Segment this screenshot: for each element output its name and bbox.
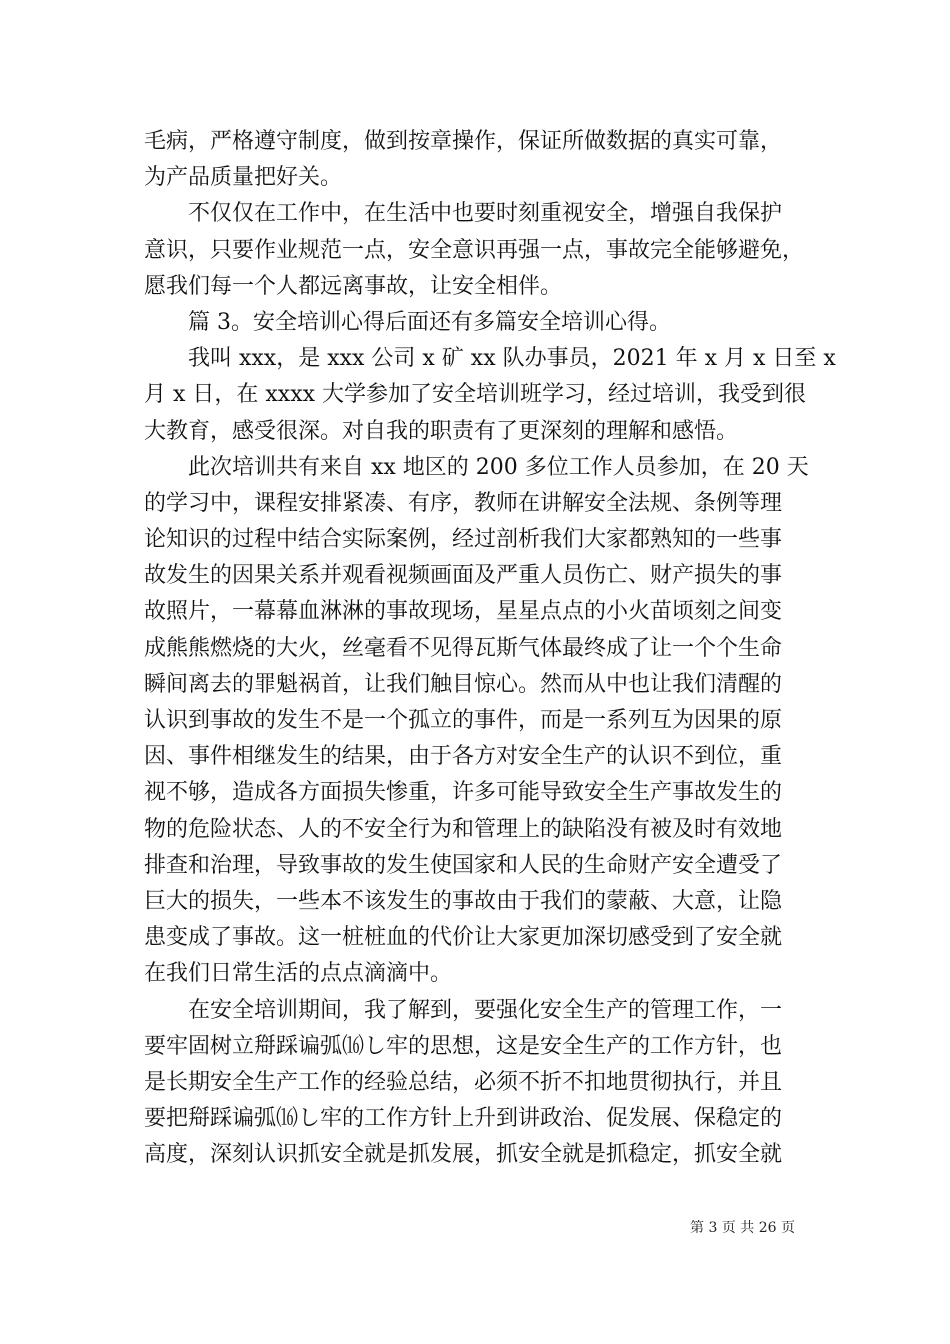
text-line: 大教育，感受很深。对自我的职责有了更深刻的理解和感悟。 <box>144 418 739 444</box>
text-line: 在我们日常生活的点点滴滴中。 <box>144 961 453 987</box>
text-line: 要把搿踩谝弧⒃し牢的工作方针上升到讲政治、促发展、保稳定的 <box>144 1106 783 1132</box>
text-line: 排查和治理，导致事故的发生使国家和人民的生命财产安全遭受了 <box>144 852 783 878</box>
text-line: 故照片，一幕幕血淋淋的事故现场，星星点点的小火苗顷刻之间变 <box>144 599 783 625</box>
text-line: 视不够，造成各方面损失惨重，许多可能导致安全生产事故发生的 <box>144 780 783 806</box>
text-line: 物的危险状态、人的不安全行为和管理上的缺陷没有被及时有效地 <box>144 816 783 842</box>
text-line: 我叫 xxx，是 xxx 公司 x 矿 xx 队办事员，2021 年 x 月 x 日至 x <box>188 346 836 372</box>
text-line: 不仅仅在工作中，在生活中也要时刻重视安全，增强自我保护 <box>188 201 783 227</box>
text-line: 毛病，严格遵守制度，做到按章操作，保证所做数据的真实可靠， <box>144 129 783 154</box>
text-line: 高度，深刻认识抓安全就是抓发展，抓安全就是抓稳定，抓安全就 <box>144 1142 783 1168</box>
text-line: 此次培训共有来自 xx 地区的 200 多位工作人员参加，在 20 天 <box>188 454 809 480</box>
text-line: 要牢固树立搿踩谝弧⒃し牢的思想，这是安全生产的工作方针，也 <box>144 1033 783 1059</box>
text-line: 患变成了事故。这一桩桩血的代价让大家更加深切感受到了安全就 <box>144 925 783 951</box>
text-line: 篇 3。安全培训心得后面还有多篇安全培训心得。 <box>188 309 671 335</box>
text-line: 的学习中，课程安排紧凑、有序，教师在讲解安全法规、条例等理 <box>144 490 783 516</box>
text-line: 是长期安全生产工作的经验总结，必须不折不扣地贯彻执行，并且 <box>144 1069 783 1095</box>
text-line: 认识到事故的发生不是一个孤立的事件，而是一系列互为因果的原 <box>144 708 783 733</box>
text-line: 因、事件相继发生的结果，由于各方对安全生产的认识不到位，重 <box>144 744 783 770</box>
text-line: 在安全培训期间，我了解到，要强化安全生产的管理工作，一 <box>188 997 783 1023</box>
text-line: 意识，只要作业规范一点，安全意识再强一点，事故完全能够避免， <box>144 237 805 263</box>
page-footer: 第 3 页 共 26 页 <box>690 1220 795 1236</box>
text-line: 愿我们每一个人都远离事故，让安全相伴。 <box>144 273 563 299</box>
text-line: 故发生的因果关系并观看视频画面及严重人员伤亡、财产损失的事 <box>144 563 783 589</box>
text-line: 月 x 日，在 xxxx 大学参加了安全培训班学习，经过培训，我受到很 <box>144 382 807 408</box>
text-line: 为产品质量把好关。 <box>144 165 343 191</box>
text-line: 成熊熊燃烧的大火，丝毫看不见得瓦斯气体最终成了让一个个生命 <box>144 635 783 661</box>
body-text <box>144 124 836 1173</box>
text-line: 瞬间离去的罪魁祸首，让我们触目惊心。然而从中也让我们清醒的 <box>144 671 783 697</box>
text-line: 论知识的过程中结合实际案例，经过剖析我们大家都熟知的一些事 <box>144 527 783 553</box>
text-line: 巨大的损失，一些本不该发生的事故由于我们的蒙蔽、大意，让隐 <box>144 888 783 914</box>
